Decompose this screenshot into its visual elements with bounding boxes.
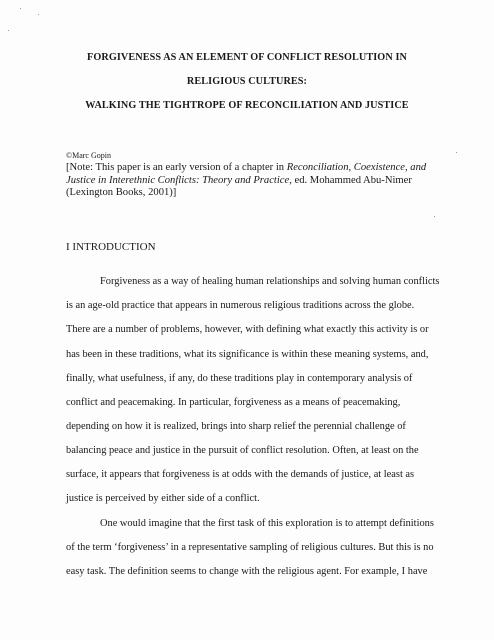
scan-speck [434, 216, 435, 217]
scan-speck [20, 8, 21, 9]
scan-speck [8, 30, 9, 31]
note-prefix: [Note: This paper is an early version of a chapter in [66, 162, 287, 173]
section-heading: I INTRODUCTION [66, 241, 156, 253]
body-line: has been in these traditions, what its significance is within these meaning systems, and, [66, 349, 429, 360]
title-line-2: RELIGIOUS CULTURES: [186, 76, 308, 87]
title-line-1: FORGIVENESS AS AN ELEMENT OF CONFLICT RESOLUTION IN [87, 52, 407, 63]
publication-note [66, 162, 446, 200]
note-book-title: Reconciliation, Coexistence, and Justice in Interethnic Conflicts: Theory and Practice [66, 162, 427, 186]
body-line: Forgiveness as a way of healing human relationships and solving human conflicts [100, 276, 440, 287]
copyright-notice: ©Marc Gopin [66, 151, 111, 160]
body-line: There are a number of problems, however, with defining what exactly this activity is or [66, 324, 429, 335]
body-line: of the term ‘forgiveness’ in a representative sampling of religious cultures. But this is no [66, 542, 434, 553]
body-line: finally, what usefulness, if any, do these traditions play in contemporary analysis of [66, 373, 413, 384]
body-line: conflict and peacemaking. In particular, forgiveness as a means of peacemaking, [66, 397, 401, 408]
body-line: surface, it appears that forgiveness is at odds with the demands of justice, at least as [66, 469, 415, 480]
title-line-3: WALKING THE TIGHTROPE OF RECONCILIATION AND JUSTICE [85, 100, 409, 111]
body-line: is an age-old practice that appears in numerous religious traditions across the globe. [66, 300, 415, 311]
scan-speck [38, 14, 39, 15]
body-line: easy task. The definition seems to change with the religious agent. For example, I have [66, 566, 428, 577]
body-line: depending on how it is realized, brings into sharp relief the perennial challenge of [66, 421, 406, 432]
scan-speck [456, 152, 457, 153]
body-line: One would imagine that the first task of this exploration is to attempt definitions [100, 518, 434, 529]
body-line: balancing peace and justice in the pursuit of conflict resolution. Often, at least on the [66, 445, 419, 456]
body-line: justice is perceived by either side of a conflict. [66, 493, 260, 504]
note-suffix: , ed. Mohammed Abu-Nimer (Lexington Books, 2001)] [66, 174, 412, 198]
